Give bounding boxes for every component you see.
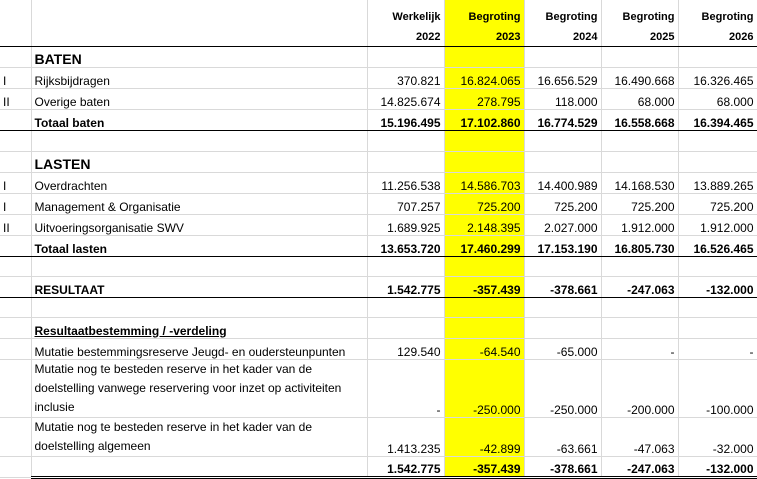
cell-value: -357.439 (444, 276, 524, 297)
cell-value: 17.460.299 (444, 235, 524, 256)
cell-value: 725.200 (444, 193, 524, 214)
row-label: Mutatie nog te besteden reserve in het kader van de doelstelling vanwege reservering voor inzet op activiteiten inclusie (31, 359, 367, 417)
cell-value: 725.200 (678, 193, 757, 214)
cell-value: 13.653.720 (367, 235, 444, 256)
cell-value: - (367, 359, 444, 417)
row-label: Overdrachten (31, 172, 367, 193)
table-row (0, 338, 757, 359)
col-year-2025: 2025 (601, 26, 678, 46)
cell-value: 1.542.775 (367, 276, 444, 297)
cell-value: 11.256.538 (367, 172, 444, 193)
cell-value: -42.899 (444, 417, 524, 456)
total-label: Totaal baten (31, 109, 367, 130)
cell-value: 1.689.925 (367, 214, 444, 235)
col-year-2022: 2022 (367, 26, 444, 46)
cell-value: 2.148.395 (444, 214, 524, 235)
row-code: I (0, 193, 31, 214)
cell-value: 278.795 (444, 88, 524, 109)
cell-value: - (678, 338, 757, 359)
baten-section-row (0, 46, 757, 67)
cell-value: 16.490.668 (601, 67, 678, 88)
cell-value: 370.821 (367, 67, 444, 88)
cell-value: -250.000 (444, 359, 524, 417)
col-header-begroting-2023: Begroting (444, 0, 524, 26)
cell-value: -132.000 (678, 276, 757, 297)
row-label: Uitvoeringsorganisatie SWV (31, 214, 367, 235)
resultaat-label: RESULTAAT (31, 276, 367, 297)
bestemming-title: Resultaatbestemming / -verdeling (31, 317, 367, 338)
table-row (0, 172, 757, 193)
row-label: Mutatie bestemmingsreserve Jeugd- en oudersteunpunten (31, 338, 367, 359)
table-row (0, 214, 757, 235)
col-header-begroting-2024: Begroting (524, 0, 601, 26)
cell-value: 17.153.190 (524, 235, 601, 256)
cell-value: -247.063 (601, 276, 678, 297)
row-label: Management & Organisatie (31, 193, 367, 214)
total-label: Totaal lasten (31, 235, 367, 256)
spacer-row (0, 256, 757, 276)
cell-value: -378.661 (524, 456, 601, 477)
cell-value: 68.000 (678, 88, 757, 109)
cell-value: -65.000 (524, 338, 601, 359)
cell-value: -47.063 (601, 417, 678, 456)
lasten-section-row (0, 151, 757, 172)
cell-value: 15.196.495 (367, 109, 444, 130)
cell-value: -200.000 (601, 359, 678, 417)
lasten-total-row (0, 235, 757, 256)
cell-value: 16.326.465 (678, 67, 757, 88)
cell-value: -63.661 (524, 417, 601, 456)
cell-value: 129.540 (367, 338, 444, 359)
spacer-row (0, 297, 757, 317)
col-header-begroting-2025: Begroting (601, 0, 678, 26)
header-row-1 (0, 0, 757, 26)
cell-value: 13.889.265 (678, 172, 757, 193)
col-year-2023: 2023 (444, 26, 524, 46)
cell-value: 1.912.000 (678, 214, 757, 235)
cell-value: 725.200 (601, 193, 678, 214)
cell-value: 16.805.730 (601, 235, 678, 256)
cell-value: -378.661 (524, 276, 601, 297)
row-label: Overige baten (31, 88, 367, 109)
table-row (0, 193, 757, 214)
cell-value: 14.586.703 (444, 172, 524, 193)
row-code: I (0, 67, 31, 88)
spacer-row (0, 130, 757, 151)
cell-value: 1.413.235 (367, 417, 444, 456)
cell-value: -132.000 (678, 456, 757, 477)
cell-value: 68.000 (601, 88, 678, 109)
cell-value: 16.824.065 (444, 67, 524, 88)
cell-value: -32.000 (678, 417, 757, 456)
cell-value: 2.027.000 (524, 214, 601, 235)
cell-value: 16.394.465 (678, 109, 757, 130)
bestemming-section-row (0, 317, 757, 338)
cell-value: -357.439 (444, 456, 524, 477)
resultaat-row (0, 276, 757, 297)
row-code: I (0, 172, 31, 193)
cell-value: 725.200 (524, 193, 601, 214)
row-code: II (0, 214, 31, 235)
table-row (0, 67, 757, 88)
cell-value: - (601, 338, 678, 359)
table-row (0, 88, 757, 109)
header-row-2 (0, 26, 757, 46)
cell-value: 16.774.529 (524, 109, 601, 130)
row-code: II (0, 88, 31, 109)
cell-value: 707.257 (367, 193, 444, 214)
baten-title: BATEN (31, 46, 367, 67)
cell-value: 17.102.860 (444, 109, 524, 130)
lasten-title: LASTEN (31, 151, 367, 172)
col-header-werkelijk: Werkelijk (367, 0, 444, 26)
cell-value: -247.063 (601, 456, 678, 477)
col-year-2024: 2024 (524, 26, 601, 46)
col-header-begroting-2026: Begroting (678, 0, 757, 26)
row-label: Mutatie nog te besteden reserve in het kader van de doelstelling algemeen (31, 417, 367, 456)
cell-value: 14.400.989 (524, 172, 601, 193)
cell-value: 16.558.668 (601, 109, 678, 130)
cell-value: 14.168.530 (601, 172, 678, 193)
cell-value: 16.656.529 (524, 67, 601, 88)
cell-value: 16.526.465 (678, 235, 757, 256)
table-row (0, 417, 757, 456)
cell-value: 118.000 (524, 88, 601, 109)
cell-value: 1.912.000 (601, 214, 678, 235)
table-row (0, 359, 757, 417)
cell-value: -64.540 (444, 338, 524, 359)
cell-value: -250.000 (524, 359, 601, 417)
row-label: Rijksbijdragen (31, 67, 367, 88)
cell-value: 14.825.674 (367, 88, 444, 109)
baten-total-row (0, 109, 757, 130)
cell-value: 1.542.775 (367, 456, 444, 477)
col-year-2026: 2026 (678, 26, 757, 46)
cell-value: -100.000 (678, 359, 757, 417)
